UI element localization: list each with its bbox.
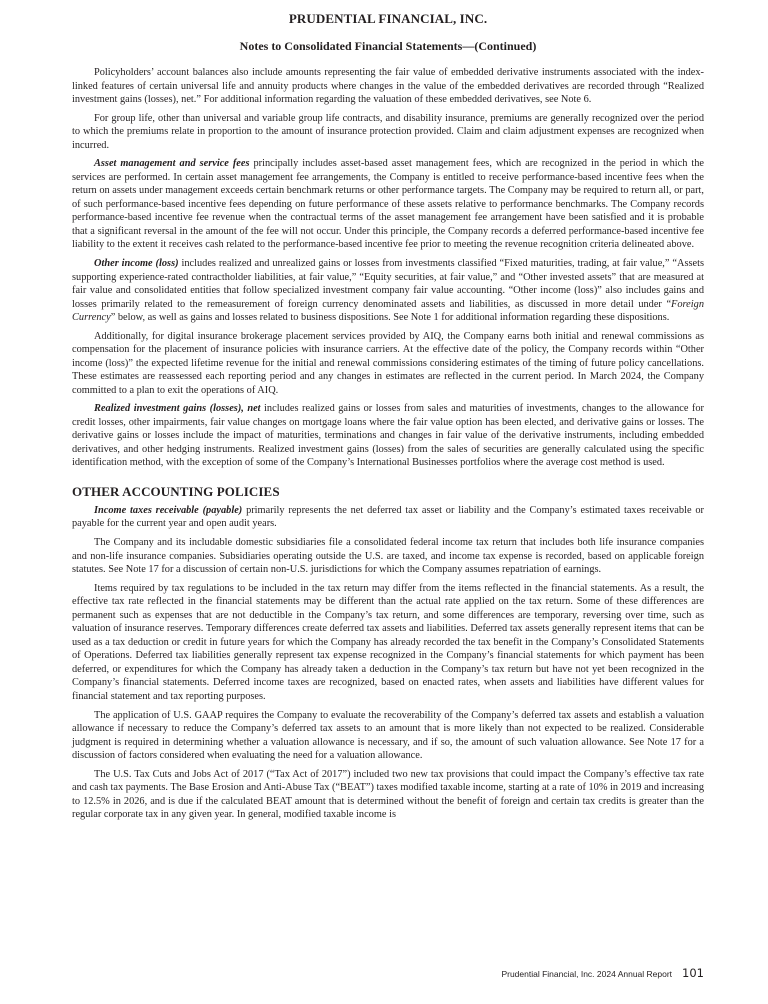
paragraph-income-taxes-receivable bbox=[72, 504, 704, 531]
page-subtitle: Notes to Consolidated Financial Statements—(Continued) bbox=[239, 39, 537, 53]
paragraph-text-after: ” below, as well as gains and losses related to business dispositions. See Note 1 for additional information regarding these dispositions. bbox=[110, 312, 670, 324]
paragraph-text: The application of U.S. GAAP requires the Company to evaluate the recoverability of the Company’s deferred tax assets and establish a valuation allowance if necessary to reduce the Company’s deferred tax assets to an amount that is more likely than not expected to be realized. Considerable judgment is required in determining whether a valuation allowance is necessary, and if so, the amount of such valuation allowance. See Note 17 for a discussion of factors considered when evaluating the need for a valuation allowance. bbox=[72, 709, 704, 761]
paragraph-lead-term: Realized investment gains (losses), net bbox=[94, 403, 261, 415]
foreign-currency-reference: Foreign Currency bbox=[72, 298, 704, 324]
paragraph-text: Items required by tax regulations to be included in the tax return may differ from the items reflected in the financial statements. As a result, the effective tax rate reflected in the financial statements may be different than the actual rate applied on the tax return. Some of these differences are permanent such as expenses that are not deductible in the Company’s tax return, and some differences are temporary, reversing over time, such as valuation of insurance reserves. Temporary differences create deferred tax assets and liabilities. Deferred tax assets generally represent items that can be used as a tax deduction or credit in future years for which the Company has already recorded the tax benefit in the Company’s Consolidated Statements of Operations. Deferred tax liabilities generally represent tax expense recognized in the Company’s financial statements for which payment has been deferred, or expenditures for which the Company has already taken a deduction in the Company’s tax return but have not yet been recognized in the Company’s financial statements. Deferred income taxes are recognized, based on enacted rates, when assets and liabilities have different values for financial statement and tax reporting purposes. bbox=[72, 582, 704, 702]
paragraph-valuation-allowance bbox=[72, 709, 704, 763]
paragraph-text: principally includes asset-based asset management fees, which are recognized in the period in which the services are performed. In certain asset management fee arrangements, the Company is entitled to receive performance-based incentive fees when the return on assets under management exceeds certain benchmark returns or other performance targets. The Company may be required to return all, or part, of such performance-based incentive fees depending on future performance of these assets relative to performance benchmarks. The Company records performance-based incentive fee revenue when the contractual terms of the asset management fee arrangement have been satisfied and it is probable that a significant reversal in the amount of the fee will not occur. Under this principle, the Company records a deferred performance-based incentive fee liability to the extent it receives cash related to the performance-based incentive fee prior to meeting the revenue recognition criteria delineated above. bbox=[72, 158, 704, 251]
paragraph-consolidated-tax-return bbox=[72, 536, 704, 577]
paragraph-aiq-commissions bbox=[72, 330, 704, 398]
document-page bbox=[72, 0, 704, 827]
paragraph-text: Additionally, for digital insurance brokerage placement services provided by AIQ, the Company earns both initial and renewal commissions as compensation for the placement of insurance policies with insurance carriers. At the effective date of the policy, the Company records within “Other income (loss)” the expected lifetime revenue for the initial and renewal commissions considering estimates of the timing of future policy cancellations. These estimates are reassessed each reporting period and any changes in estimates are reflected in the current period. In March 2024, the Company committed to a plan to exit the operations of AIQ. bbox=[72, 330, 704, 396]
paragraph-text: Policyholders’ account balances also include amounts representing the fair value of embedded derivative instruments associated with the index-linked features of certain universal life and annuity products where changes in the value of the embedded derivatives are recorded through “Realized investment gains (losses), net.” For additional information regarding the valuation of these embedded derivatives, see Note 6. bbox=[72, 67, 704, 105]
paragraph-other-income bbox=[72, 257, 704, 325]
paragraph-lead-term: Asset management and service fees bbox=[94, 158, 250, 170]
paragraph-tax-act-2017 bbox=[72, 768, 704, 822]
paragraph-text: The Company and its includable domestic subsidiaries file a consolidated federal income tax return that includes both life insurance companies and non-life insurance companies. Subsidiaries operating outside the U.S. are taxed, and income tax expense is recorded, based on applicable foreign statutes. See Note 17 for a discussion of certain non-U.S. jurisdictions for which the Company assumes repatriation of earnings. bbox=[72, 537, 704, 576]
company-title: PRUDENTIAL FINANCIAL, INC. bbox=[288, 11, 488, 26]
paragraph-lead-term: Other income (loss) bbox=[94, 258, 179, 270]
paragraph-text: includes realized and unrealized gains or losses from investments classified “Fixed maturities, trading, at fair value,” “Assets supporting experience-rated contractholder liabilities, at fair value,” “Equity securities, at fair value,” and “Other invested assets” that are measured at fair value and consolidated entities that follow specialized investment company fair value accounting. “Other income (loss)” also includes gains and losses primarily related to the remeasurement of foreign currency denominated assets and liabilities, as discussed in more detail under “ bbox=[72, 258, 704, 310]
paragraph-embedded-derivatives bbox=[72, 66, 704, 107]
paragraph-text: For group life, other than universal and variable group life contracts, and disability insurance, premiums are generally recognized over the period to which the premiums relate in proportion to the amount of insurance protection provided. Claim and claim adjustment expenses are recognized when incurred. bbox=[72, 112, 704, 151]
paragraph-asset-management-fees bbox=[72, 157, 704, 252]
footer-report-title: Prudential Financial, Inc. 2024 Annual Report bbox=[501, 969, 673, 979]
paragraph-text: includes realized gains or losses from sales and maturities of investments, changes to the allowance for credit losses, other impairments, fair value changes on mortgage loans where the fair value option has been elected, and derivative gains or losses. The derivative gains or losses include the impact of maturities, terminations and changes in fair value of the derivative instruments, including embedded derivatives, and other hedging instruments. Realized investment gains (losses) from the sales of securities are generally calculated using the specific identification method, with the exception of some of the Company’s International Businesses portfolios where the average cost method is used. bbox=[72, 403, 704, 469]
paragraph-text: primarily represents the net deferred tax asset or liability and the Company’s estimated taxes receivable or payable for the current year and open audit years. bbox=[72, 504, 704, 530]
page-number: 101 bbox=[682, 966, 704, 980]
paragraph-text: The U.S. Tax Cuts and Jobs Act of 2017 (“Tax Act of 2017”) included two new tax provisions that could impact the Company’s effective tax rate and cash tax payments. The Base Erosion and Anti-Abuse Tax (“BEAT”) taxes modified taxable income, starting at a rate of 10% in 2019 and increasing to 12.5% in 2026, and is due if the calculated BEAT amount that is determined without the benefit of foreign and certain tax credits is greater than the regular corporate tax in any given year. In general, modified taxable income is bbox=[72, 768, 704, 821]
paragraph-lead-term: Income taxes receivable (payable) bbox=[94, 504, 243, 516]
page-footer bbox=[501, 966, 704, 980]
section-heading: OTHER ACCOUNTING POLICIES bbox=[72, 483, 280, 499]
paragraph-realized-investment-gains bbox=[72, 402, 704, 470]
paragraph-deferred-taxes bbox=[72, 582, 704, 704]
paragraph-group-life-premiums bbox=[72, 112, 704, 153]
